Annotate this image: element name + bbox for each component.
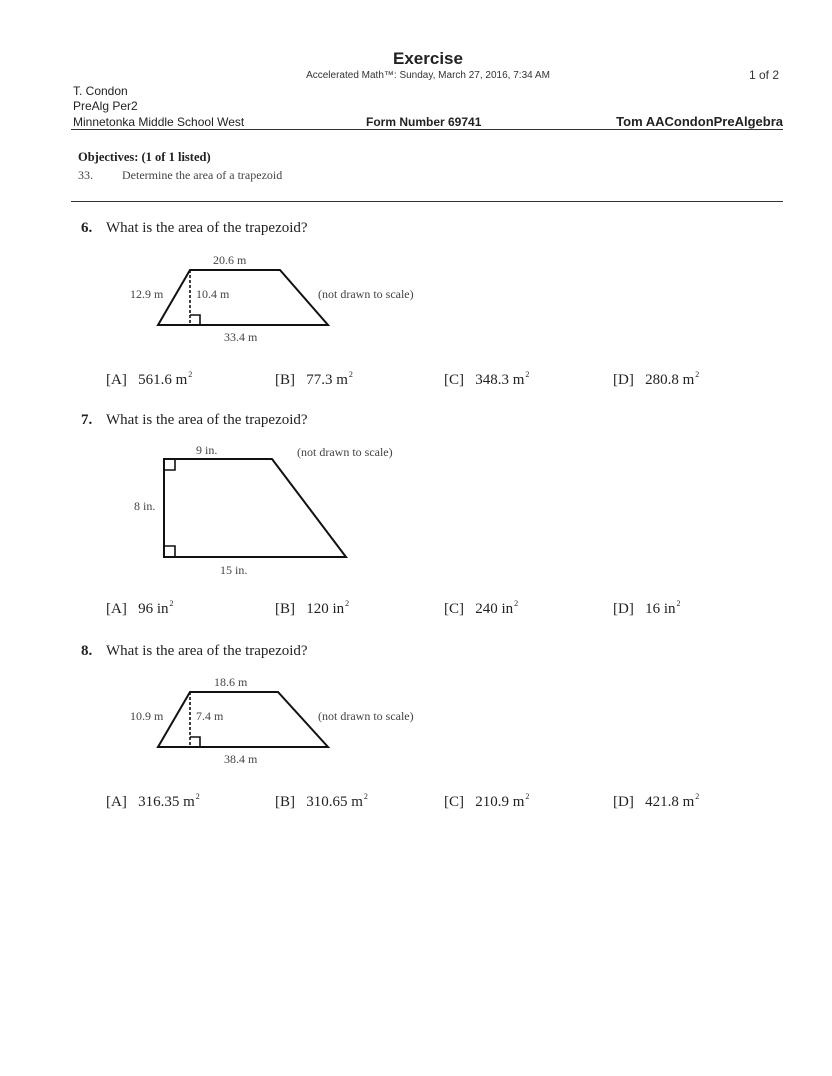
- top-base-label: 18.6 m: [214, 675, 248, 689]
- height-label: 10.4 m: [196, 287, 230, 301]
- objectives-heading: Objectives: (1 of 1 listed): [78, 150, 211, 164]
- bottom-base-label: 15 in.: [220, 563, 248, 577]
- bottom-base-label: 38.4 m: [224, 752, 258, 766]
- choice-d[interactable]: [D] 280.8 $m^2$: [613, 370, 700, 388]
- teacher-name: T. Condon: [73, 84, 128, 98]
- top-base-label: 9 in.: [196, 443, 218, 457]
- not-to-scale-note: (not drawn to scale): [318, 287, 414, 301]
- class-name: PreAlg Per2: [73, 99, 138, 113]
- choice-c[interactable]: [C] 210.9 $m^2$: [444, 792, 530, 810]
- right-angle-marker: [190, 737, 200, 747]
- form-number: Form Number 69741: [366, 115, 482, 129]
- question-7-text: What is the area of the trapezoid?: [106, 412, 308, 428]
- question-7-number: 7.: [81, 412, 93, 428]
- choice-b[interactable]: [B] 77.3 $m^2$: [275, 370, 353, 388]
- question-8-number: 8.: [81, 643, 93, 659]
- page-count: 1 of 2: [749, 68, 780, 82]
- question-8-text: What is the area of the trapezoid?: [106, 643, 308, 659]
- not-to-scale-note: (not drawn to scale): [297, 445, 393, 459]
- side-label: 8 in.: [134, 499, 156, 513]
- choice-a[interactable]: [A] 96 $in^2$: [106, 599, 174, 617]
- height-label: 7.4 m: [196, 709, 224, 723]
- question-6-text: What is the area of the trapezoid?: [106, 220, 308, 236]
- choice-d[interactable]: [D] 421.8 $m^2$: [613, 792, 700, 810]
- not-to-scale-note: (not drawn to scale): [318, 709, 414, 723]
- choice-c[interactable]: [C] 348.3 $m^2$: [444, 370, 530, 388]
- choice-a[interactable]: [A] 316.35 $m^2$: [106, 792, 200, 810]
- side-label: 12.9 m: [130, 287, 164, 301]
- question-6-number: 6.: [81, 220, 93, 236]
- top-base-label: 20.6 m: [213, 253, 247, 267]
- school-name: Minnetonka Middle School West: [73, 115, 245, 129]
- choice-c[interactable]: [C] 240 $in^2$: [444, 599, 519, 617]
- choice-b[interactable]: [B] 120 $in^2$: [275, 599, 350, 617]
- page-title: Exercise: [393, 49, 463, 68]
- choice-b[interactable]: [B] 310.65 $m^2$: [275, 792, 368, 810]
- objective-number: 33.: [78, 168, 93, 182]
- bottom-base-label: 33.4 m: [224, 330, 258, 344]
- student-name: Tom AACondonPreAlgebra: [616, 114, 783, 129]
- page-subtitle: Accelerated Math™: Sunday, March 27, 2016, 7:34 AM: [306, 70, 550, 81]
- objective-text: Determine the area of a trapezoid: [122, 168, 283, 182]
- trapezoid-shape: [158, 692, 328, 747]
- choice-a[interactable]: [A] 561.6 $m^2$: [106, 370, 193, 388]
- side-label: 10.9 m: [130, 709, 164, 723]
- choice-d[interactable]: [D] 16 $in^2$: [613, 599, 681, 617]
